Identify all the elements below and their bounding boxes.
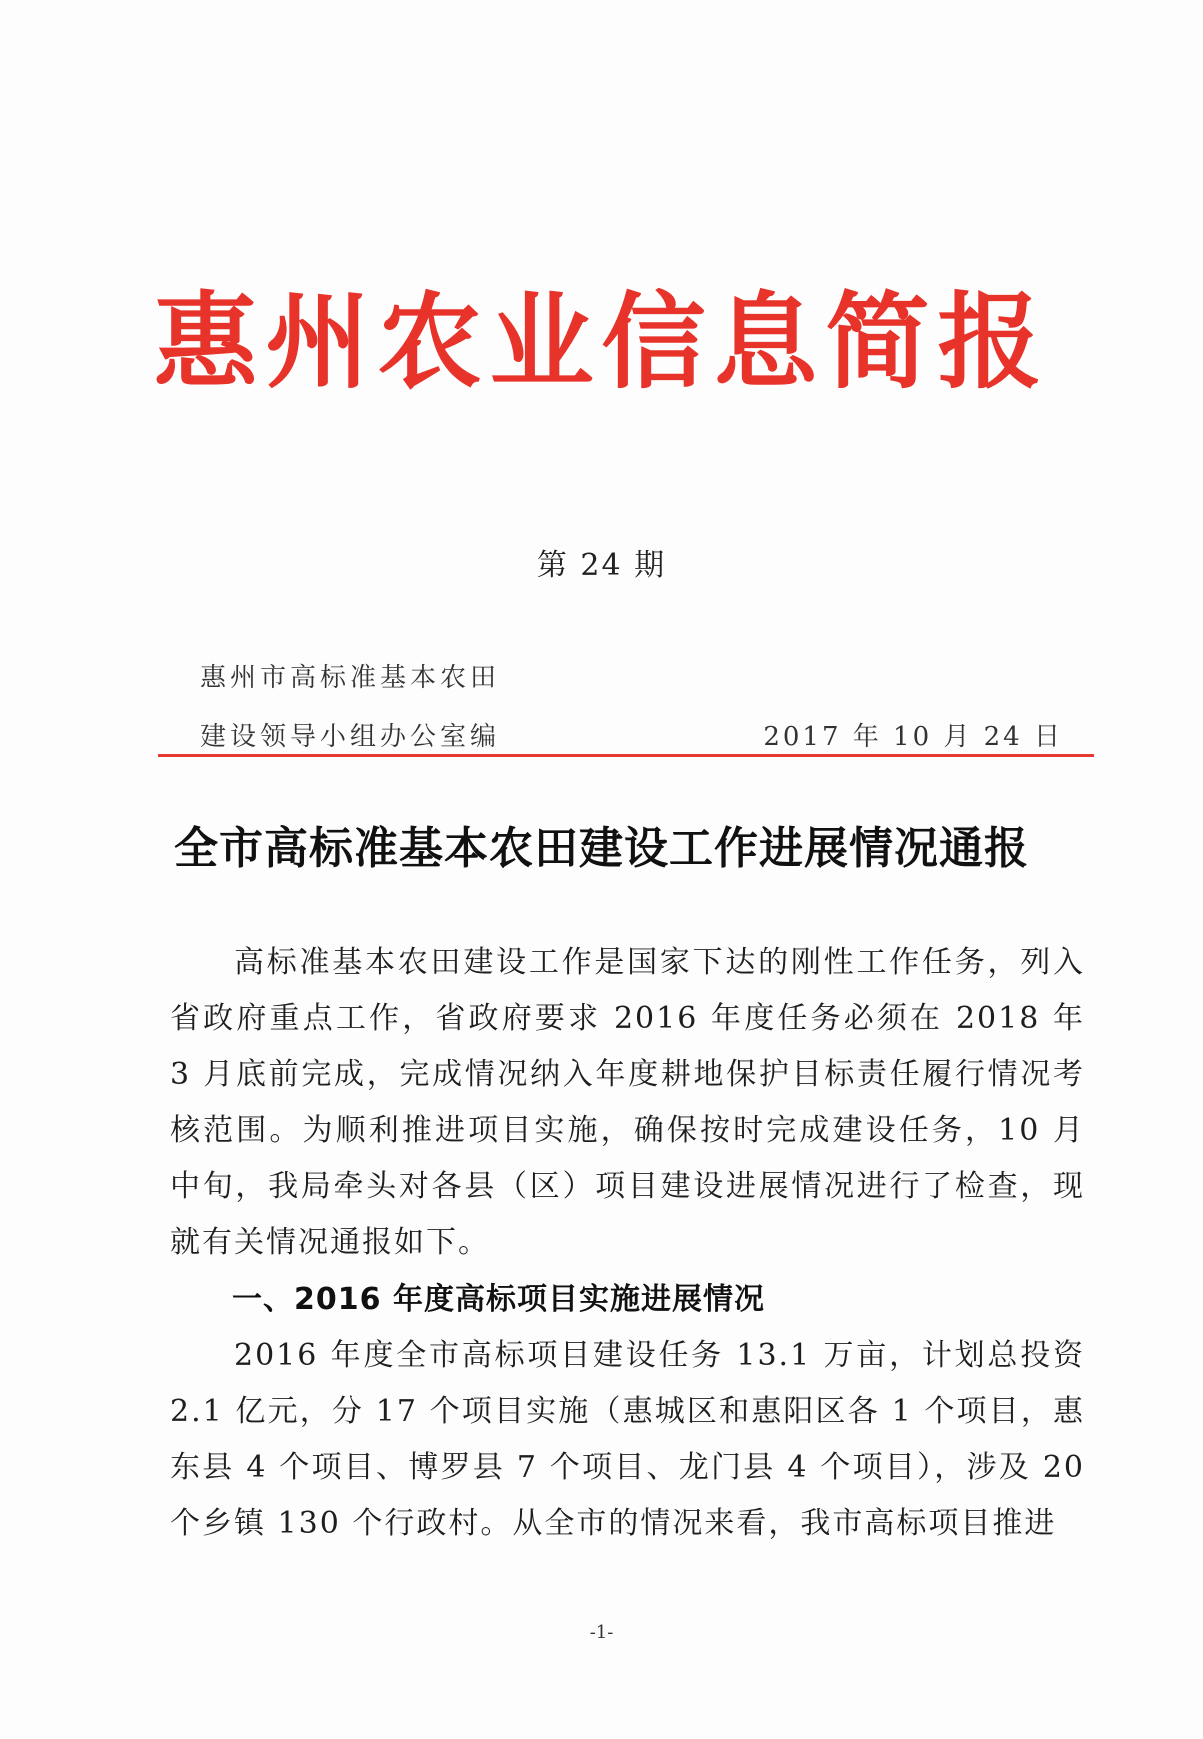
masthead-title: 惠州农业信息简报	[153, 280, 1050, 403]
paragraph-intro: 高标准基本农田建设工作是国家下达的刚性工作任务，列入省政府重点工作，省政府要求 2016 年度任务必须在 2018 年 3 月底前完成，完成情况纳入年度耕地保护目标责任履行情况考核范围。为顺利推进项目实施，确保按时完成建设任务，10 月中旬，我局牵头对各县（区）项目建设进展情况进行了检查，现就有关情况通报如下。	[170, 945, 1085, 1260]
article-headline: 全市高标准基本农田建设工作进展情况通报	[174, 823, 1029, 874]
editor-line-2: 建设领导小组办公室编	[200, 722, 501, 752]
page-number: -1-	[589, 1622, 614, 1643]
issue-number: 第 24 期	[536, 548, 667, 583]
editor-line-1: 惠州市高标准基本农田	[200, 663, 501, 693]
paragraph-progress: 2016 年度全市高标项目建设任务 13.1 万亩，计划总投资 2.1 亿元，分 17 个项目实施（惠城区和惠阳区各 1 个项目，惠东县 4 个项目、博罗县 7 个项目、龙门县 4 个项目），涉及 20 个乡镇 130 个行政村。从全市的情况来看，我市高标项目推进	[170, 1338, 1085, 1541]
section-heading: 一、2016 年度高标项目实施进展情况	[232, 1282, 765, 1317]
red-divider	[158, 754, 1094, 757]
issue-date: 2017 年 10 月 24 日	[763, 722, 1063, 752]
